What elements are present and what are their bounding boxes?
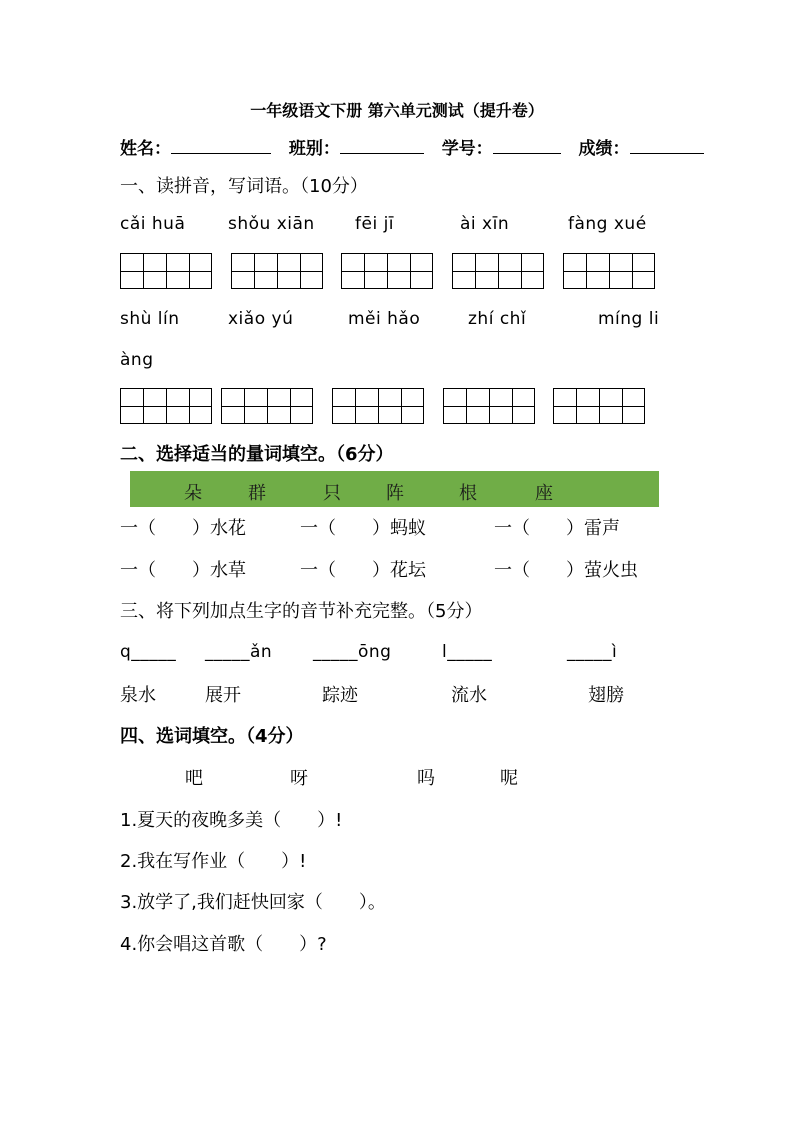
word-option: 朵 — [184, 483, 202, 504]
number-blank[interactable] — [493, 139, 561, 154]
pinyin-5: fàng xué — [568, 214, 647, 234]
pinyin-7: xiǎo yú — [228, 309, 294, 329]
word-label: 翅膀 — [588, 685, 624, 706]
word-option: 只 — [323, 483, 341, 504]
writing-grid[interactable] — [120, 388, 212, 424]
particle-option: 吧 — [185, 768, 203, 789]
sentence-item[interactable]: 1.夏天的夜晚多美（ ）! — [120, 810, 343, 831]
word-label: 展开 — [205, 685, 241, 706]
writing-grid[interactable] — [221, 388, 313, 424]
writing-grid[interactable] — [231, 253, 323, 289]
pinyin-3: fēi jī — [355, 214, 395, 234]
pinyin-1: cǎi huā — [120, 214, 186, 234]
word-label: 泉水 — [120, 685, 156, 706]
measure-word-bank — [130, 471, 659, 507]
class-label: 班别： — [288, 139, 340, 159]
fill-item[interactable]: 一（ ）水花 — [120, 518, 246, 539]
name-blank[interactable] — [171, 139, 271, 154]
fill-item[interactable]: 一（ ）雷声 — [494, 518, 620, 539]
score-blank[interactable] — [630, 139, 704, 154]
word-label: 踪迹 — [322, 685, 358, 706]
word-option: 根 — [459, 483, 477, 504]
sentence-item[interactable]: 3.放学了,我们赶快回家（ ）。 — [120, 892, 386, 913]
pinyin-9: zhí chǐ — [468, 309, 527, 329]
sentence-item[interactable]: 4.你会唱这首歌（ ）? — [120, 934, 327, 955]
fill-item[interactable]: 一（ ）蚂蚁 — [300, 518, 426, 539]
writing-grid[interactable] — [332, 388, 424, 424]
number-label: 学号： — [441, 139, 493, 159]
syllable-blank[interactable]: _____ōng — [313, 642, 392, 662]
word-option: 群 — [248, 483, 266, 504]
writing-grid[interactable] — [553, 388, 645, 424]
pinyin-4: ài xīn — [460, 214, 510, 234]
particle-option: 吗 — [417, 768, 435, 789]
writing-grid[interactable] — [452, 253, 544, 289]
syllable-blank[interactable]: _____ǎn — [205, 642, 273, 662]
writing-grid[interactable] — [443, 388, 535, 424]
particle-option: 呀 — [290, 768, 308, 789]
word-option: 阵 — [386, 483, 404, 504]
name-label: 姓名： — [120, 139, 171, 159]
section4-heading: 四、选词填空。（4分） — [120, 726, 304, 747]
pinyin-2: shǒu xiān — [228, 214, 315, 234]
syllable-blank[interactable]: q_____ — [120, 642, 177, 662]
writing-grid[interactable] — [120, 253, 212, 289]
fill-item[interactable]: 一（ ）水草 — [120, 560, 246, 581]
syllable-blank[interactable]: _____ì — [567, 642, 618, 662]
student-info-line — [120, 134, 704, 159]
fill-item[interactable]: 一（ ）萤火虫 — [494, 560, 638, 581]
score-label: 成绩： — [578, 139, 630, 159]
section3-heading: 三、将下列加点生字的音节补充完整。（5分） — [120, 601, 483, 622]
section1-heading: 一、读拼音，写词语。（10分） — [120, 176, 368, 197]
pinyin-10-wrap: àng — [120, 350, 154, 370]
sentence-item[interactable]: 2.我在写作业（ ）! — [120, 851, 307, 872]
particle-option: 呢 — [500, 768, 518, 789]
syllable-blank[interactable]: l_____ — [442, 642, 493, 662]
section2-heading: 二、选择适当的量词填空。（6分） — [120, 444, 394, 465]
pinyin-10: míng li — [598, 309, 660, 329]
fill-item[interactable]: 一（ ）花坛 — [300, 560, 426, 581]
pinyin-8: měi hǎo — [348, 309, 421, 329]
writing-grid[interactable] — [563, 253, 655, 289]
class-blank[interactable] — [340, 139, 424, 154]
word-option: 座 — [535, 483, 553, 504]
pinyin-6: shù lín — [120, 309, 180, 329]
page-title: 一年级语文下册 第六单元测试（提升卷） — [250, 101, 544, 120]
word-label: 流水 — [451, 685, 487, 706]
writing-grid[interactable] — [341, 253, 433, 289]
